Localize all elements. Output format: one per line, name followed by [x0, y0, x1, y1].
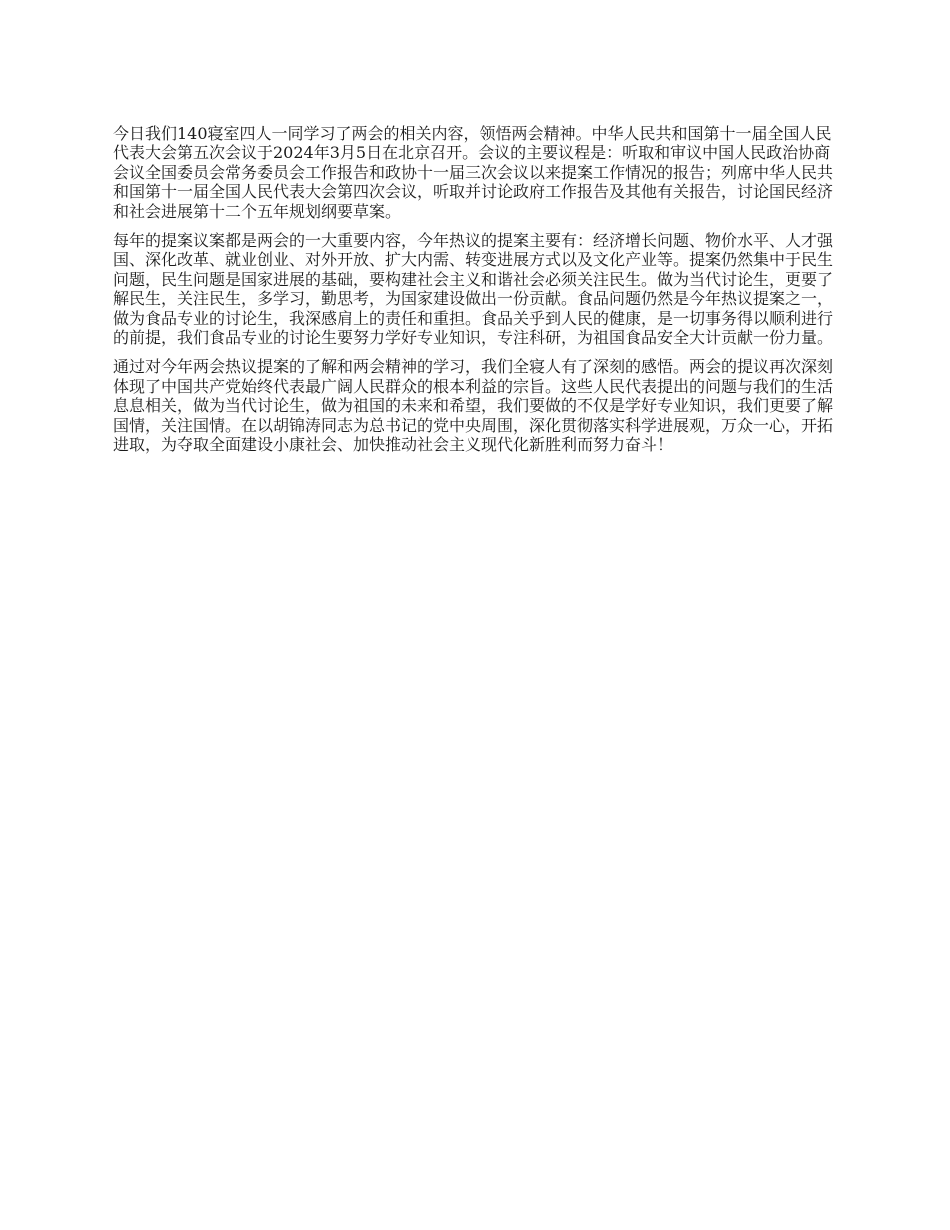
- paragraph-1: 今日我们140寝室四人一同学习了两会的相关内容，领悟两会精神。中华人民共和国第十一届全国人民代表大会第五次会议于2024年3月5日在北京召开。会议的主要议程是：听取和审议中国人民政治协商会议全国委员会常务委员会工作报告和政协十一届三次会议以来提案工作情况的报告；列席中华人民共和国第十一届全国人民代表大会第四次会议，听取并讨论政府工作报告及其他有关报告，讨论国民经济和社会进展第十二个五年规划纲要草案。: [113, 124, 834, 221]
- paragraph-2: 每年的提案议案都是两会的一大重要内容，今年热议的提案主要有：经济增长问题、物价水平、人才强国、深化改革、就业创业、对外开放、扩大内需、转变进展方式以及文化产业等。提案仍然集中于民生问题，民生问题是国家进展的基础，要构建社会主义和谐社会必须关注民生。做为当代讨论生，更要了解民生，关注民生，多学习，勤思考，为国家建设做出一份贡献。食品问题仍然是今年热议提案之一，做为食品专业的讨论生，我深感肩上的责任和重担。食品关乎到人民的健康，是一切事务得以顺利进行的前提，我们食品专业的讨论生要努力学好专业知识，专注科研，为祖国食品安全大计贡献一份力量。: [113, 231, 834, 348]
- document-body: [113, 124, 843, 465]
- paragraph-3: 通过对今年两会热议提案的了解和两会精神的学习，我们全寝人有了深刻的感悟。两会的提议再次深刻体现了中国共产党始终代表最广阔人民群众的根本利益的宗旨。这些人民代表提出的问题与我们的生活息息相关，做为当代讨论生，做为祖国的未来和希望，我们要做的不仅是学好专业知识，我们更要了解国情，关注国情。在以胡锦涛同志为总书记的党中央周围，深化贯彻落实科学进展观，万众一心，开拓进取，为夺取全面建设小康社会、加快推动社会主义现代化新胜利而努力奋斗！: [113, 357, 834, 455]
